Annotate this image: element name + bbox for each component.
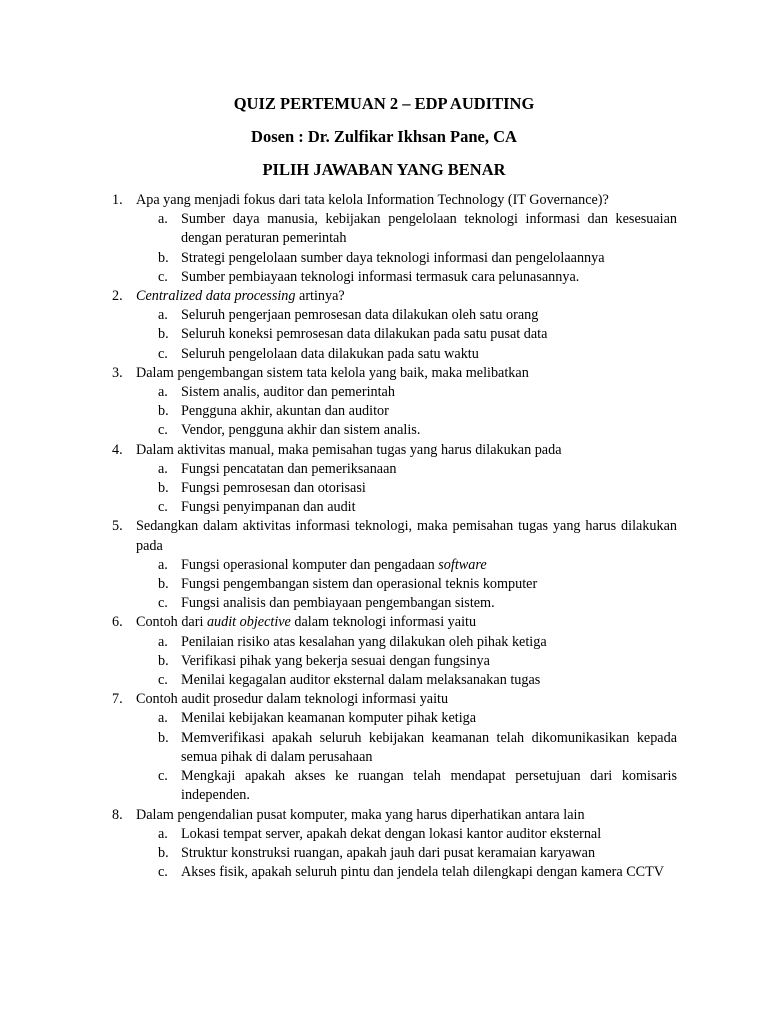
option-text	[181, 480, 366, 496]
option-text-segment: Vendor, pengguna akhir dan sistem analis.	[181, 422, 421, 439]
option-item	[0, 767, 677, 805]
option-text	[181, 595, 495, 611]
option-letter: b.	[158, 576, 169, 593]
question-text-segment: Apa yang menjadi fokus dari tata kelola Information Technology (IT Governance)?	[136, 192, 609, 208]
question-text	[136, 288, 345, 304]
option-text-segment: Verifikasi pihak yang bekerja sesuai dengan fungsinya	[181, 652, 490, 669]
question-number: 1.	[112, 192, 123, 208]
option-item	[0, 479, 677, 498]
option-letter: a.	[158, 307, 168, 324]
question-item	[0, 690, 677, 709]
option-text-segment: Seluruh pengerjaan pemrosesan data dilakukan oleh satu orang	[181, 307, 539, 324]
question-text-italic-segment: Centralized data processing	[136, 288, 296, 305]
option-item	[0, 421, 677, 440]
option-text	[181, 326, 547, 342]
option-item	[0, 575, 677, 594]
option-letter: a.	[158, 825, 168, 842]
option-item	[0, 594, 677, 613]
question-text-segment: Sedangkan dalam aktivitas informasi teknologi, maka pemisahan tugas yang harus dilakukan pada	[136, 518, 677, 554]
option-list	[0, 556, 768, 614]
option-text-segment: Fungsi pemrosesan dan otorisasi	[181, 480, 366, 497]
option-list	[0, 383, 768, 441]
option-letter: a.	[158, 460, 168, 477]
question-number: 6.	[112, 614, 123, 631]
option-letter: a.	[158, 211, 168, 228]
option-text-segment: Fungsi pencatatan dan pemeriksanaan	[181, 460, 397, 477]
option-letter: c.	[158, 345, 168, 362]
lecturer-line: Dosen : Dr. Zulfikar Ikhsan Pane, CA	[251, 127, 517, 146]
option-item	[0, 268, 677, 287]
option-letter: b.	[158, 844, 169, 861]
question-text	[136, 807, 585, 823]
question-text-segment: Dalam pengendalian pusat komputer, maka yang harus diperhatikan antara lain	[136, 806, 585, 823]
option-item	[0, 210, 677, 248]
question-item	[0, 806, 677, 825]
question-number: 8.	[112, 806, 123, 823]
option-letter: a.	[158, 633, 168, 650]
option-letter: a.	[158, 556, 168, 573]
option-text-segment: Penilaian risiko atas kesalahan yang dilakukan oleh pihak ketiga	[181, 633, 547, 650]
question-text	[136, 365, 529, 381]
option-text-segment: Seluruh koneksi pemrosesan data dilakukan pada satu pusat data	[181, 326, 548, 343]
option-text	[181, 269, 579, 285]
option-text	[181, 461, 397, 477]
option-text-segment: Seluruh pengelolaan data dilakukan pada satu waktu	[181, 345, 479, 362]
question-list	[0, 191, 768, 882]
option-text	[181, 403, 389, 419]
option-text	[181, 845, 595, 861]
option-text	[181, 422, 420, 438]
option-letter: a.	[158, 384, 168, 401]
option-item	[0, 844, 677, 863]
option-item	[0, 671, 677, 690]
option-text	[181, 307, 538, 323]
option-text	[181, 710, 476, 726]
question-text-segment: dalam teknologi informasi yaitu	[290, 614, 477, 631]
question-number: 2.	[112, 288, 123, 305]
option-text-segment: Mengkaji apakah akses ke ruangan telah mendapat persetujuan dari komisaris independen.	[181, 768, 677, 804]
option-text	[181, 634, 547, 650]
option-item	[0, 709, 677, 728]
option-text	[181, 826, 601, 842]
option-list	[0, 306, 768, 364]
option-item	[0, 460, 677, 479]
option-letter: c.	[158, 768, 168, 785]
option-text-segment: Memverifikasi apakah seluruh kebijakan keamanan telah dikomunikasikan kepada semua pihak di dalam perusahaan	[181, 729, 677, 765]
option-text-segment: Sumber pembiayaan teknologi informasi termasuk cara pelunasannya.	[181, 268, 580, 285]
option-item	[0, 633, 677, 652]
option-letter: b.	[158, 652, 169, 669]
option-item	[0, 383, 677, 402]
question-number: 4.	[112, 441, 123, 458]
option-list	[0, 825, 768, 883]
option-item	[0, 825, 677, 844]
option-text-segment: Fungsi pengembangan sistem dan operasional teknis komputer	[181, 576, 538, 593]
option-list	[0, 210, 768, 287]
option-text-segment: Pengguna akhir, akuntan dan auditor	[181, 403, 389, 420]
option-item	[0, 249, 677, 268]
question-text	[136, 518, 677, 553]
question-item	[0, 517, 677, 555]
option-item	[0, 863, 677, 882]
question-number: 3.	[112, 364, 123, 381]
question-text-segment: Contoh audit prosedur dalam teknologi informasi yaitu	[136, 691, 449, 708]
option-text	[181, 672, 540, 688]
option-text	[181, 653, 490, 669]
question-item	[0, 287, 677, 306]
option-text	[181, 499, 356, 515]
question-text	[136, 691, 448, 707]
option-text-italic-segment: software	[438, 556, 487, 573]
option-letter: c.	[158, 499, 168, 516]
option-text-segment: Lokasi tempat server, apakah dekat dengan lokasi kantor auditor eksternal	[181, 825, 602, 842]
option-text-segment: Fungsi penyimpanan dan audit	[181, 499, 356, 516]
question-text	[136, 614, 476, 630]
question-number: 5.	[112, 518, 123, 535]
question-item	[0, 191, 677, 210]
question-text-segment: artinya?	[295, 288, 345, 305]
option-text	[181, 730, 677, 765]
option-letter: b.	[158, 326, 169, 343]
option-letter: b.	[158, 249, 169, 266]
option-letter: c.	[158, 595, 168, 612]
instruction-heading: PILIH JAWABAN YANG BENAR	[262, 160, 506, 179]
option-list	[0, 709, 768, 805]
option-item	[0, 325, 677, 344]
option-letter: c.	[158, 672, 168, 689]
option-letter: a.	[158, 710, 168, 727]
option-text	[181, 211, 677, 246]
option-item	[0, 402, 677, 421]
option-text	[181, 576, 537, 592]
option-text	[181, 250, 605, 266]
option-item	[0, 345, 677, 364]
option-text	[181, 346, 479, 362]
question-text-segment: Contoh dari	[136, 614, 207, 631]
option-text	[181, 768, 677, 803]
option-text	[181, 384, 395, 400]
question-text-segment: Dalam aktivitas manual, maka pemisahan tugas yang harus dilakukan pada	[136, 441, 562, 458]
option-letter: b.	[158, 403, 169, 420]
option-letter: c.	[158, 422, 168, 439]
option-text	[181, 864, 664, 880]
option-list	[0, 460, 768, 518]
option-text-segment: Fungsi analisis dan pembiayaan pengembangan sistem.	[181, 595, 495, 612]
option-item	[0, 498, 677, 517]
option-text-segment: Sistem analis, auditor dan pemerintah	[181, 384, 395, 401]
question-number: 7.	[112, 691, 123, 708]
option-item	[0, 729, 677, 767]
option-text-segment: Menilai kegagalan auditor eksternal dalam melaksanakan tugas	[181, 672, 541, 689]
question-text	[136, 442, 562, 458]
quiz-title: QUIZ PERTEMUAN 2 – EDP AUDITING	[233, 94, 535, 113]
option-text-segment: Akses fisik, apakah seluruh pintu dan jendela telah dilengkapi dengan kamera CCTV	[181, 864, 665, 881]
option-text-segment: Struktur konstruksi ruangan, apakah jauh dari pusat keramaian karyawan	[181, 844, 596, 861]
option-text-segment: Sumber daya manusia, kebijakan pengelolaan teknologi informasi dan kesesuaian dengan peraturan pemerintah	[181, 211, 677, 247]
question-item	[0, 364, 677, 383]
option-text-segment: Strategi pengelolaan sumber daya teknologi informasi dan pengelolaannya	[181, 249, 605, 266]
option-text-segment: Menilai kebijakan keamanan komputer pihak ketiga	[181, 710, 477, 727]
option-letter: c.	[158, 268, 168, 285]
option-list	[0, 633, 768, 691]
question-item	[0, 441, 677, 460]
option-item	[0, 556, 677, 575]
option-letter: b.	[158, 729, 169, 746]
option-letter: b.	[158, 480, 169, 497]
question-item	[0, 613, 677, 632]
option-text-segment: Fungsi operasional komputer dan pengadaan	[181, 556, 439, 573]
question-text	[136, 192, 609, 208]
question-text-italic-segment: audit objective	[206, 614, 291, 631]
option-item	[0, 652, 677, 671]
option-text	[181, 557, 487, 573]
option-letter: c.	[158, 864, 168, 881]
option-item	[0, 306, 677, 325]
question-text-segment: Dalam pengembangan sistem tata kelola yang baik, maka melibatkan	[136, 364, 529, 381]
